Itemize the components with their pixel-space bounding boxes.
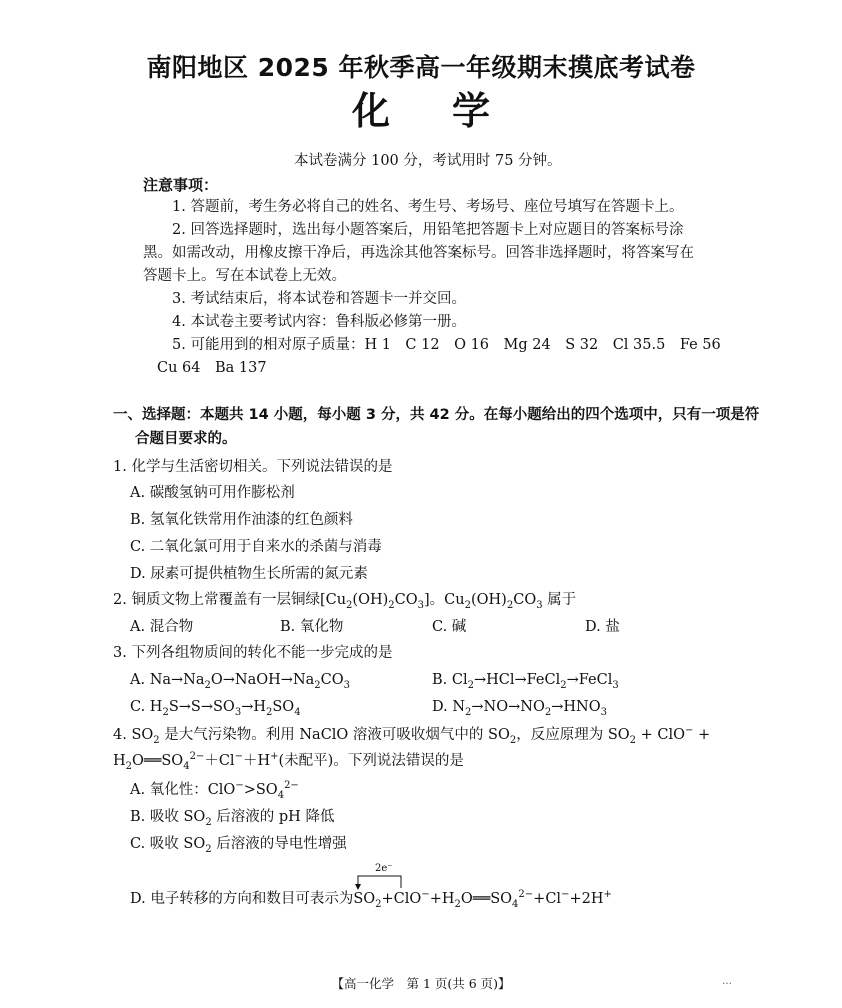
corner-mark: … (722, 976, 732, 987)
q1-option-d: D. 尿素可提供植物生长所需的氮元素 (130, 566, 368, 582)
q2-option-a: A. 混合物 (130, 619, 194, 635)
q4-option-b: B. 吸收 $SO_2$ 后溶液的 pH 降低 (130, 809, 335, 828)
section-1-heading-line-2: 合题目要求的。 (135, 431, 237, 447)
q2-option-b: B. 氧化物 (280, 619, 344, 635)
subject-title (0, 80, 842, 135)
q2-option-d: D. 盐 (585, 619, 620, 635)
q2-option-c: C. 碱 (432, 619, 467, 635)
q4-stem-line-1: 4. $SO_2$ 是大气污染物。利用 NaClO 溶液可吸收烟气中的 $SO_2$，反应原理为 $SO_2 + ClO^-$ + (113, 725, 711, 746)
electron-transfer-label: 2e⁻ (375, 863, 393, 874)
q3-stem: 3. 下列各组物质间的转化不能一步完成的是 (113, 645, 393, 661)
section-1-heading-line-1: 一、选择题：本题共 14 小题，每小题 3 分，共 42 分。在每小题给出的四个选项中，只有一项是符 (113, 407, 760, 423)
q3-option-c: C. $H_2S\to S\to SO_3\to H_2SO_4$ (130, 699, 301, 718)
q3-option-a: A. $Na\to Na_2O\to NaOH\to Na_2CO_3$ (130, 672, 351, 691)
page-footer: 【高一化学 第 1 页(共 6 页)】 (331, 976, 511, 991)
notice-item-2-line-3: 答题卡上。写在本试卷上无效。 (143, 268, 346, 284)
q4-stem-line-2: $H_2O══SO_4^{2-}+Cl^-+H^+$(未配平)。下列说法错误的是 (113, 751, 464, 772)
q4-option-a: A. 氧化性：$ClO^->SO_4^{2-}$ (130, 780, 299, 801)
q3-option-d: D. $N_2\to NO\to NO_2\to HNO_3$ (432, 699, 607, 718)
q4-option-d: D. 电子转移的方向和数目可表示为$SO_2+ClO^-+H_2O══SO_4^{2-}+Cl^-+2H^+$ (130, 889, 612, 910)
q1-option-b: B. 氢氧化铁常用作油漆的红色颜料 (130, 512, 353, 528)
q2-stem-pre: 2. 铜质文物上常覆盖有一层铜绿[Cu (113, 592, 347, 608)
notice-item-5-line-2: Cu 64 Ba 137 (157, 360, 267, 376)
notice-item-4: 4. 本试卷主要考试内容：鲁科版必修第一册。 (172, 314, 466, 330)
notice-item-1: 1. 答题前，考生务必将自己的姓名、考生号、考场号、座位号填写在答题卡上。 (172, 199, 684, 215)
electron-transfer-bracket (355, 860, 415, 890)
notice-heading: 注意事项： (143, 176, 219, 194)
subject-char-1: 化 (351, 89, 390, 133)
q4-option-c: C. 吸收 $SO_2$ 后溶液的导电性增强 (130, 836, 347, 855)
notice-item-2-line-1: 2. 回答选择题时，选出每小题答案后，用铅笔把答题卡上对应题目的答案标号涂 (172, 222, 684, 238)
notice-item-2-line-2: 黑。如需改动，用橡皮擦干净后，再选涂其他答案标号。回答非选择题时，将答案写在 (143, 245, 694, 261)
q2-stem: 2. 铜质文物上常覆盖有一层铜绿$[Cu_2(OH)_2CO_3]$。$Cu_2(OH)_2CO_3$ 属于 (113, 592, 577, 611)
q1-option-c: C. 二氧化氯可用于自来水的杀菌与消毒 (130, 539, 382, 555)
q3-option-b: B. $Cl_2\to HCl\to FeCl_2\to FeCl_3$ (432, 672, 619, 691)
q1-option-a: A. 碳酸氢钠可用作膨松剂 (130, 485, 295, 501)
exam-title: 南阳地区 2025 年秋季高一年级期末摸底考试卷 (146, 53, 696, 82)
q1-stem: 1. 化学与生活密切相关。下列说法错误的是 (113, 459, 393, 475)
notice-item-5-line-1: 5. 可能用到的相对原子质量：H 1 C 12 O 16 Mg 24 S 32 Cl 35.5 Fe 56 (172, 337, 721, 353)
exam-info: 本试卷满分 100 分，考试用时 75 分钟。 (294, 153, 562, 169)
subject-char-2: 学 (452, 89, 491, 133)
notice-item-3: 3. 考试结束后，将本试卷和答题卡一并交回。 (172, 291, 466, 307)
